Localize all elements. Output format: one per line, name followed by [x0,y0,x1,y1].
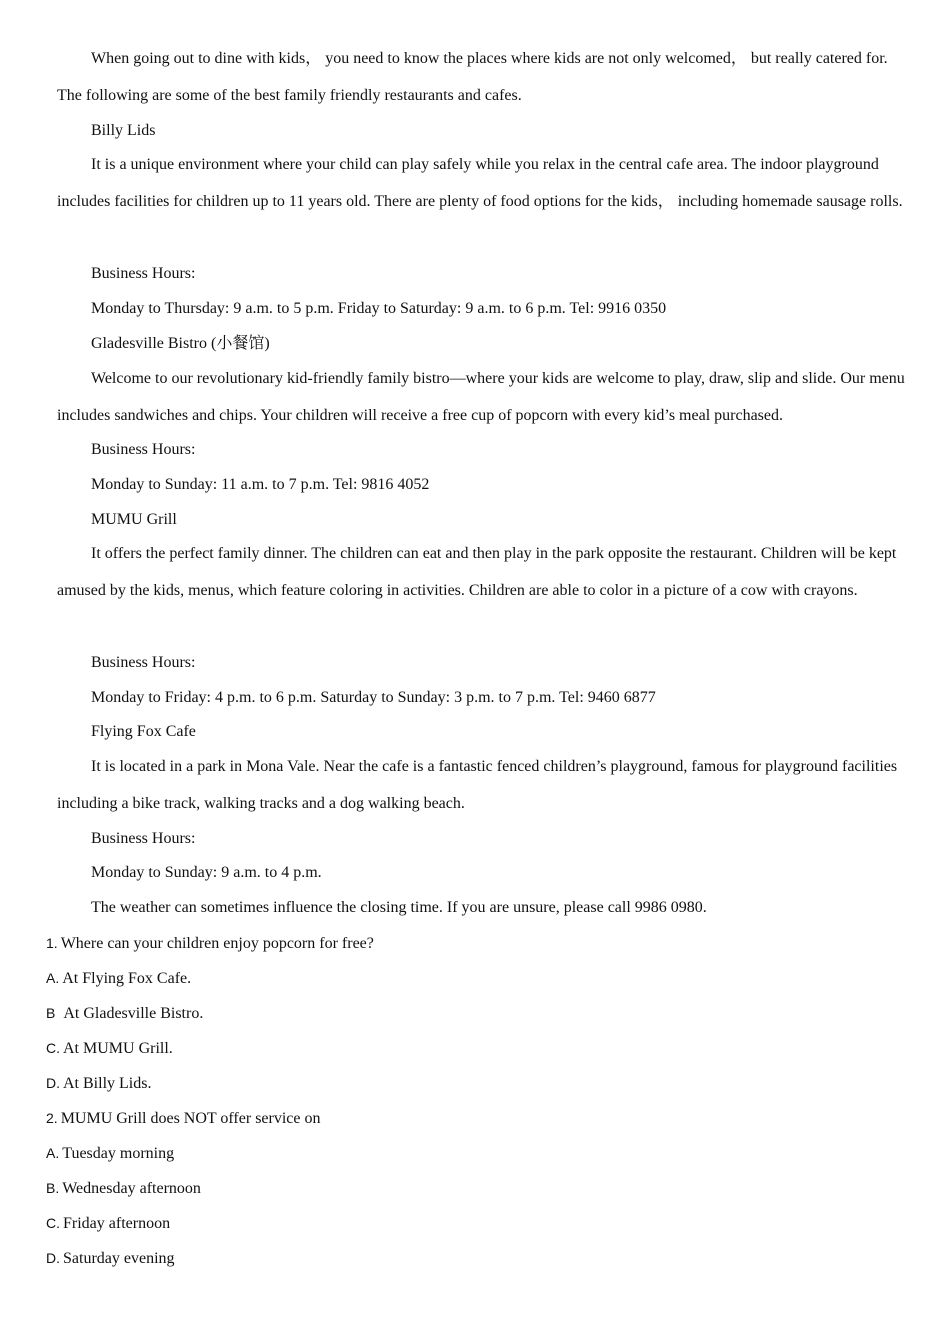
intro-paragraph: When going out to dine with kids， you need to know the places where kids are not only welcomed， but really catered for. The following are some of the best family friendly restaurants and cafes. [57,50,888,104]
restaurant-name-billy-lids: Billy Lids [91,122,156,139]
restaurant-name-gladesville-bistro: Gladesville Bistro (小餐馆) [91,335,270,352]
question-1-option-a [46,968,191,989]
closing-note: The weather can sometimes influence the closing time. If you are unsure, please call 9986 0980. [91,899,707,916]
restaurant-name-mumu-grill: MUMU Grill [91,511,177,528]
business-hours-label: Business Hours: [91,441,196,458]
question-text: Where can your children enjoy popcorn for free? [60,935,374,952]
business-hours-flying-fox-cafe: Monday to Sunday: 9 a.m. to 4 p.m. [91,864,322,881]
option-label: B. [46,1180,60,1196]
option-label: A. [46,1145,60,1161]
business-hours-label: Business Hours: [91,830,196,847]
restaurant-description-gladesville-bistro: Welcome to our revolutionary kid-friendly family bistro—where your kids are welcome to play, draw, slip and slide. Our menu includes sandwiches and chips. Your children will receive a free cup of popcorn with every kid’s meal purchased. [57,370,905,424]
restaurant-description-billy-lids: It is a unique environment where your child can play safely while you relax in the central cafe area. The indoor playground includes facilities for children up to 11 years old. There are plenty of food options for the kids， including homemade sausage rolls. [57,156,903,210]
option-label: C. [46,1040,60,1056]
question-text: MUMU Grill does NOT offer service on [60,1110,321,1127]
option-label: A. [46,970,60,986]
question-number: 2. [46,1110,58,1126]
question-1-stem [46,933,374,954]
option-text: Wednesday afternoon [62,1180,201,1197]
option-text: At Gladesville Bistro. [63,1005,204,1022]
question-2-option-c [46,1213,170,1234]
option-label: B [46,1005,56,1021]
business-hours-mumu-grill: Monday to Friday: 4 p.m. to 6 p.m. Saturday to Sunday: 3 p.m. to 7 p.m. Tel: 9460 6877 [91,689,656,706]
option-text: Tuesday morning [62,1145,175,1162]
restaurant-description-flying-fox-cafe: It is located in a park in Mona Vale. Near the cafe is a fantastic fenced children’s playground, famous for playground facilities including a bike track, walking tracks and a dog walking beach. [57,758,898,812]
question-2-option-a [46,1143,174,1164]
question-1-option-d [46,1073,151,1094]
option-text: Saturday evening [63,1250,175,1267]
business-hours-billy-lids: Monday to Thursday: 9 a.m. to 5 p.m. Friday to Saturday: 9 a.m. to 6 p.m. Tel: 9916 0350 [91,300,667,317]
question-2-option-d [46,1248,175,1269]
option-text: At Flying Fox Cafe. [62,970,192,987]
option-label: C. [46,1215,60,1231]
option-text: Friday afternoon [63,1215,171,1232]
business-hours-label: Business Hours: [91,265,196,282]
question-number: 1. [46,935,58,951]
business-hours-label: Business Hours: [91,654,196,671]
option-text: At MUMU Grill. [63,1040,173,1057]
option-label: D. [46,1075,60,1091]
question-1-option-c [46,1038,173,1059]
question-2-stem [46,1108,321,1129]
restaurant-name-flying-fox-cafe: Flying Fox Cafe [91,723,196,740]
business-hours-gladesville-bistro: Monday to Sunday: 11 a.m. to 7 p.m. Tel: 9816 4052 [91,476,430,493]
option-text: At Billy Lids. [63,1075,152,1092]
question-2-option-b [46,1178,201,1199]
option-label: D. [46,1250,60,1266]
question-1-option-b [46,1003,203,1024]
restaurant-description-mumu-grill: It offers the perfect family dinner. The children can eat and then play in the park opposite the restaurant. Children will be kept amused by the kids, menus, which feature coloring in activities. Children are able to color in a picture of a cow with crayons. [57,545,897,599]
